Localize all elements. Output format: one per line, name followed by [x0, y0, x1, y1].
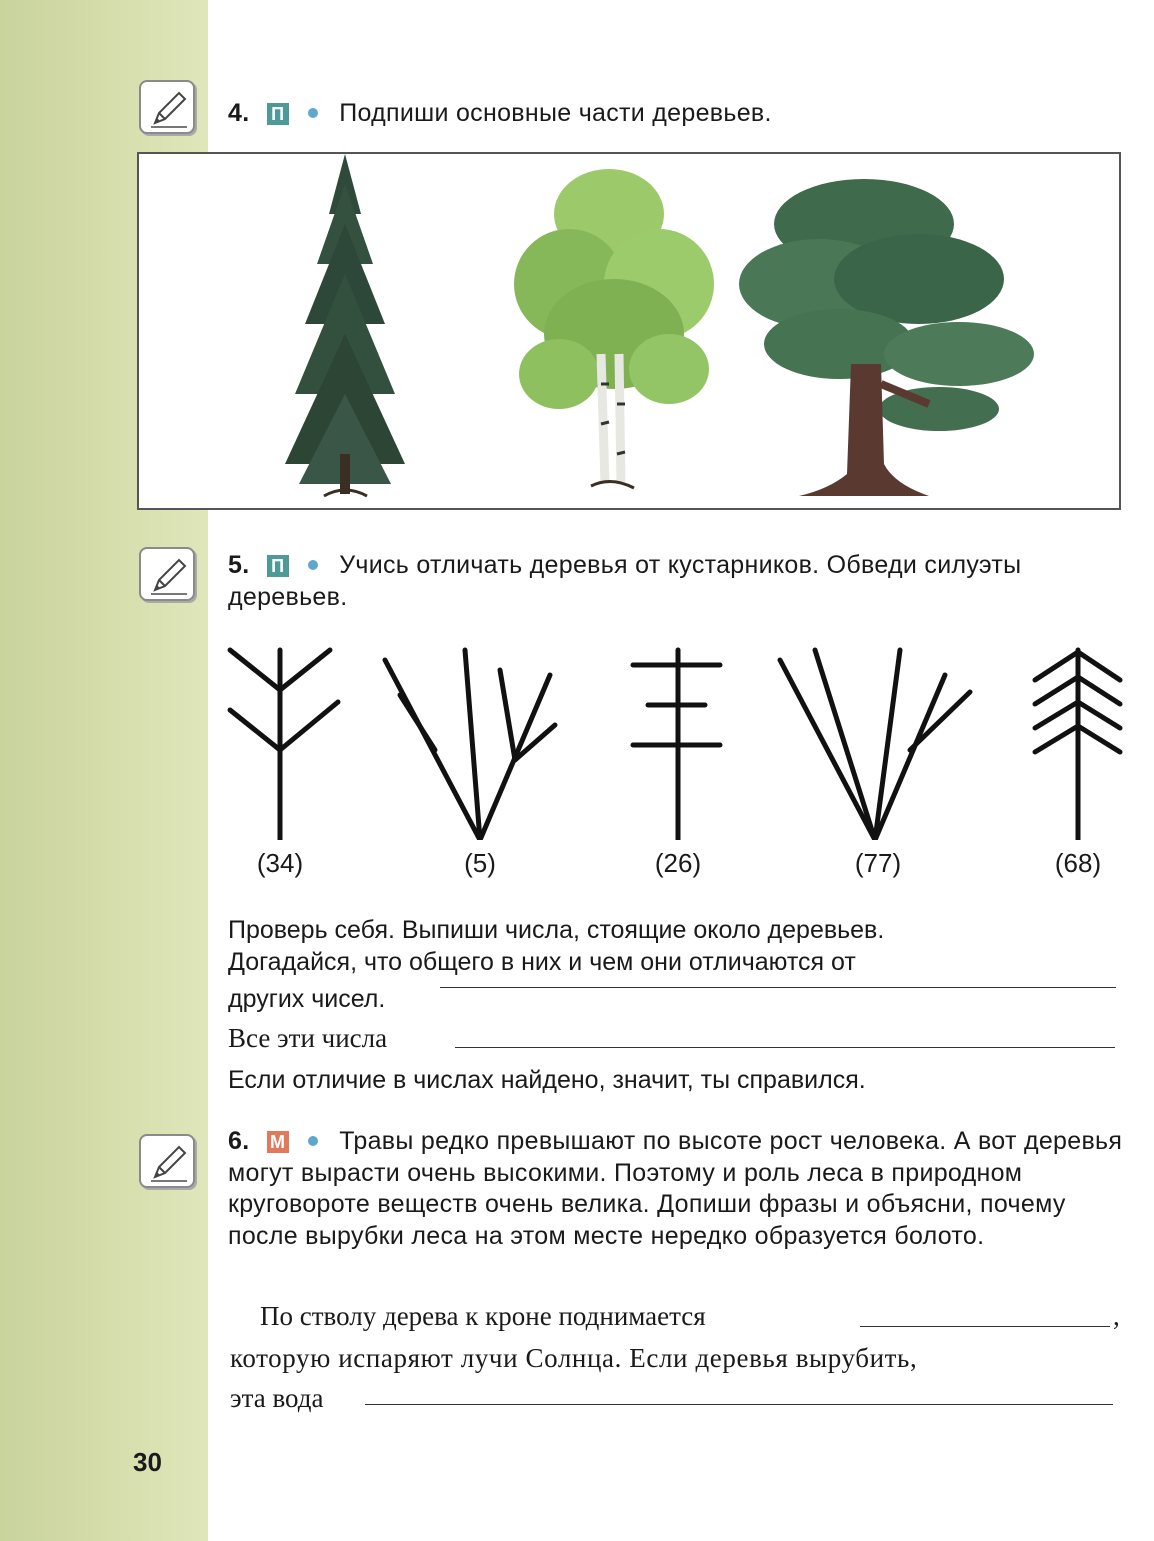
pencil-icon: [139, 547, 195, 601]
silhouette-number: (5): [464, 848, 496, 878]
bullet-dot-icon: [308, 1136, 318, 1146]
answer-line-4[interactable]: [365, 1404, 1113, 1405]
silhouette-3[interactable]: [633, 650, 720, 840]
answer-line-3[interactable]: [860, 1326, 1110, 1327]
pencil-icon: [139, 1134, 195, 1188]
trees-picture: [137, 152, 1121, 510]
task-text: Травы редко превышают по высоте рост человека. А вот деревья могут вырасти очень высокими. Поэтому и роль леса в природном круговороте веществ очень велика. Допиши фразы и объясни, почему после вырубки леса на этом месте нередко образуется болото.: [228, 1127, 1123, 1250]
fill-line-2: которую испаряют лучи Солнца. Если деревья вырубить,: [230, 1343, 918, 1373]
silhouette-5[interactable]: [1035, 650, 1120, 840]
bullet-dot-icon: [308, 108, 318, 118]
type-badge: М: [267, 1131, 289, 1153]
answer-line-2[interactable]: [455, 1047, 1115, 1048]
task-number: 4.: [228, 99, 250, 127]
page-number: 30: [133, 1447, 162, 1477]
silhouette-4[interactable]: [780, 650, 970, 840]
answer-line-1[interactable]: [440, 987, 1116, 988]
silhouette-1[interactable]: [230, 650, 338, 840]
task-text: Учись отличать деревья от кустарников. Обведи силуэты деревьев.: [228, 551, 1022, 611]
spruce-tree-image: [285, 154, 405, 496]
silhouette-number: (77): [854, 848, 902, 878]
task-5-heading: [228, 549, 1123, 613]
type-badge: П: [267, 103, 289, 125]
all-numbers-prompt: Все эти числа: [228, 1023, 388, 1053]
type-badge: П: [267, 555, 289, 577]
task-number: 5.: [228, 551, 250, 579]
oak-tree-image: [739, 179, 1034, 496]
silhouette-number: (26): [654, 848, 702, 878]
task-text: Подпиши основные части деревьев.: [339, 99, 772, 127]
fill-line-1-comma: ,: [1113, 1301, 1120, 1331]
silhouettes: [210, 640, 1130, 840]
bullet-dot-icon: [308, 560, 318, 570]
birch-tree-image: [514, 169, 714, 488]
pencil-icon: [139, 80, 195, 134]
task-4-heading: [228, 97, 1123, 129]
silhouette-number: (34): [256, 848, 304, 878]
silhouette-2[interactable]: [385, 650, 555, 840]
fill-line-3: эта вода: [230, 1383, 324, 1413]
check-line-2: Догадайся, что общего в них и чем они отличаются от: [228, 948, 856, 976]
task-6-heading: [228, 1126, 1123, 1252]
success-note: Если отличие в числах найдено, значит, ты справился.: [228, 1066, 866, 1094]
fill-line-1: По стволу дерева к кроне поднимается: [260, 1301, 706, 1331]
check-line-1: Проверь себя. Выпиши числа, стоящие около деревьев.: [228, 916, 885, 944]
check-line-3: других чисел.: [228, 985, 386, 1013]
task-number: 6.: [228, 1127, 250, 1155]
silhouette-number: (68): [1054, 848, 1102, 878]
